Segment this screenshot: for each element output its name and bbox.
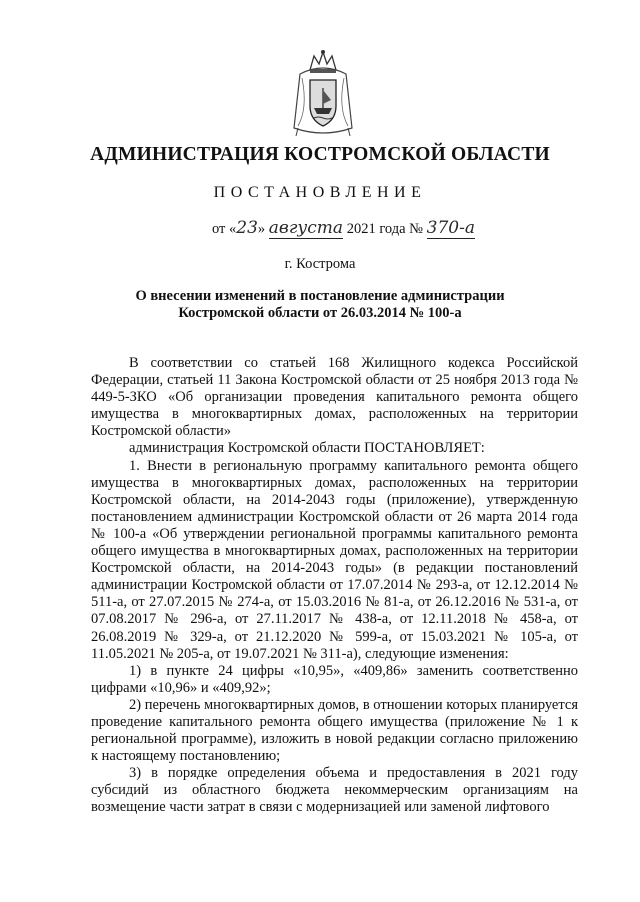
paragraph: администрация Костромской области ПОСТАНОВЛЯЕТ:: [129, 440, 485, 457]
paragraph: В соответствии со статьей 168 Жилищного кодекса Российской Федерации, статьей 11 Закона Костромской области от 25 ноября 2013 года № 449-5-ЗКО «Об организации проведения капитального ремонта общего имущества в многоквартирных домах, расположенных на территории Костромской области»: [91, 355, 578, 440]
paragraph: 1) в пункте 24 цифры «10,95», «409,86» заменить соответственно цифрами «10,96» и «409,92»;: [91, 662, 578, 696]
document-date-line: [212, 218, 475, 239]
heading-line: О внесении изменений в постановление администрации: [135, 288, 505, 304]
date-year: 2021 года №: [346, 221, 424, 237]
document-number: 370-а: [426, 218, 475, 238]
date-day: 23: [236, 218, 258, 238]
document-heading: [0, 288, 640, 322]
organization-title: АДМИНИСТРАЦИЯ КОСТРОМСКОЙ ОБЛАСТИ: [90, 144, 550, 165]
city: г. Кострома: [284, 256, 356, 272]
heading-line: Костромской области от 26.03.2014 № 100-а: [178, 305, 462, 321]
date-prefix: от «: [212, 221, 237, 237]
paragraph: 2) перечень многоквартирных домов, в отношении которых планируется проведение капитального ремонта общего имущества (приложение № 1 к региональной программе), изложить в новой редакции согласно приложению к настоящему постановлению;: [91, 696, 578, 765]
document-type: ПОСТАНОВЛЕНИЕ: [213, 184, 427, 201]
paragraph: 3) в порядке определения объема и предоставления в 2021 году субсидий из областного бюджета некоммерческим организациям на возмещение части затрат в связи с модернизацией или заменой лифтового: [91, 765, 578, 816]
date-month: августа: [268, 218, 344, 238]
date-day-close: »: [257, 221, 266, 237]
paragraph: 1. Внести в региональную программу капитального ремонта общего имущества в многоквартирных домах, расположенных на территории Костромской области, на 2014-2043 годы (приложение), утвержденную постановлением администрации Костромской области от 26 марта 2014 года № 100-а «Об утверждении региональной программы капитального ремонта общего имущества в многоквартирных домах, расположенных на территории Костромской области, на 2014-2043 годы» (в редакции постановлений администрации Костромской области от 17.07.2014 № 293-а, от 12.12.2014 № 511-а, от 27.07.2015 № 274-а, от 15.03.2016 № 81-а, от 26.12.2016 № 531-а, от 07.08.2017 № 296-а, от 27.11.2017 № 438-а, от 12.11.2018 № 458-а, от 26.08.2019 № 329-а, от 21.12.2020 № 599-а, от 15.03.2021 № 105-а, от 11.05.2021 № 205-а, от 19.07.2021 № 311-а), следующие изменения:: [91, 457, 578, 662]
coat-of-arms-icon: [288, 48, 358, 138]
document-body: [91, 355, 578, 817]
